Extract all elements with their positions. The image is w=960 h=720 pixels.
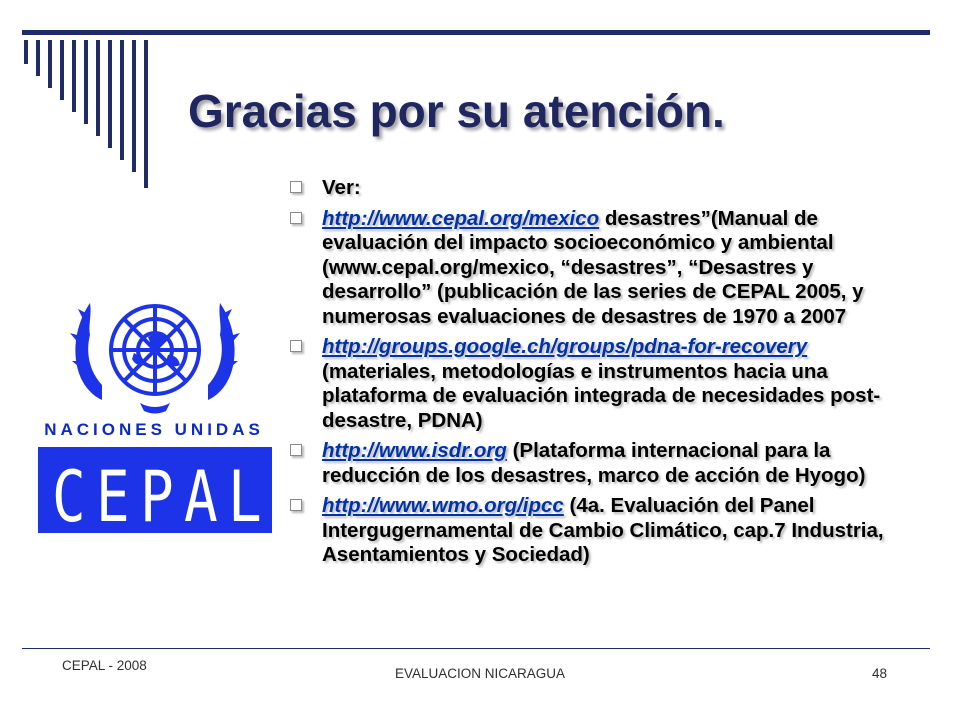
slide-title: Gracias por su atención. bbox=[188, 85, 725, 137]
bullet-text: (Plataforma internacional para la reducción de los desastres, marco de acción de Hyogo) bbox=[322, 439, 866, 487]
decor-bar bbox=[72, 40, 76, 112]
bottom-rule bbox=[22, 648, 930, 649]
decor-bar bbox=[144, 40, 148, 188]
square-bullet-icon bbox=[290, 340, 302, 352]
bullet-list bbox=[286, 176, 906, 574]
cepal-letter: A bbox=[184, 457, 218, 539]
un-wordmark: NACIONES UNIDAS bbox=[44, 420, 264, 439]
cepal-letter: L bbox=[228, 457, 262, 539]
footer-center: EVALUACION NICARAGUA bbox=[394, 666, 566, 681]
decor-bar bbox=[60, 40, 64, 100]
bullet-text: desastres”(Manual de evaluación del impacto socioeconómico y ambiental (www.cepal.org/mexico, “desastres”, “Desastres y desarrollo” (publicación de las series de CEPAL 2005, y numerosas evaluaciones de desastres de 1970 a 2007 bbox=[322, 206, 864, 328]
top-rule bbox=[22, 30, 930, 35]
decor-bar bbox=[108, 40, 112, 148]
footer-left: CEPAL - 2008 bbox=[62, 658, 147, 673]
bullet-item bbox=[286, 494, 906, 568]
decor-bar bbox=[96, 40, 100, 136]
bullet-text: (materiales, metodologías e instrumentos hacia una plataforma de evaluación integrada de necesidades post-desastre, PDNA) bbox=[322, 359, 881, 432]
page-number: 48 bbox=[872, 666, 888, 681]
decor-bar bbox=[36, 40, 40, 76]
bullet-text: Ver: bbox=[322, 176, 361, 199]
link-wmo-ipcc[interactable]: http://www.wmo.org/ipcc bbox=[322, 494, 564, 517]
decor-bar bbox=[132, 40, 136, 172]
bullet-item bbox=[286, 176, 906, 201]
cepal-letter: E bbox=[96, 457, 130, 539]
decor-bar bbox=[84, 40, 88, 124]
bullet-text: (4a. Evaluación del Panel Intergugernamental de Cambio Climático, cap.7 Industria, Asentamientos y Sociedad) bbox=[322, 494, 884, 566]
link-cepal-mexico[interactable]: http://www.cepal.org/mexico bbox=[322, 206, 600, 230]
bullet-item bbox=[286, 207, 906, 330]
cepal-letter: P bbox=[140, 457, 174, 539]
square-bullet-icon bbox=[290, 499, 302, 511]
link-pdna-group[interactable]: http://groups.google.ch/groups/pdna-for-recovery bbox=[322, 335, 808, 358]
decor-bar bbox=[120, 40, 124, 160]
cepal-logo-box bbox=[38, 447, 272, 539]
bullet-item bbox=[286, 439, 906, 488]
bullet-item bbox=[286, 335, 906, 433]
decor-bar bbox=[24, 40, 28, 64]
cepal-letter: C bbox=[52, 457, 86, 539]
square-bullet-icon bbox=[290, 444, 302, 456]
decor-bar bbox=[48, 40, 52, 88]
square-bullet-icon bbox=[290, 181, 302, 193]
square-bullet-icon bbox=[290, 212, 302, 224]
link-isdr[interactable]: http://www.isdr.org bbox=[322, 439, 507, 462]
